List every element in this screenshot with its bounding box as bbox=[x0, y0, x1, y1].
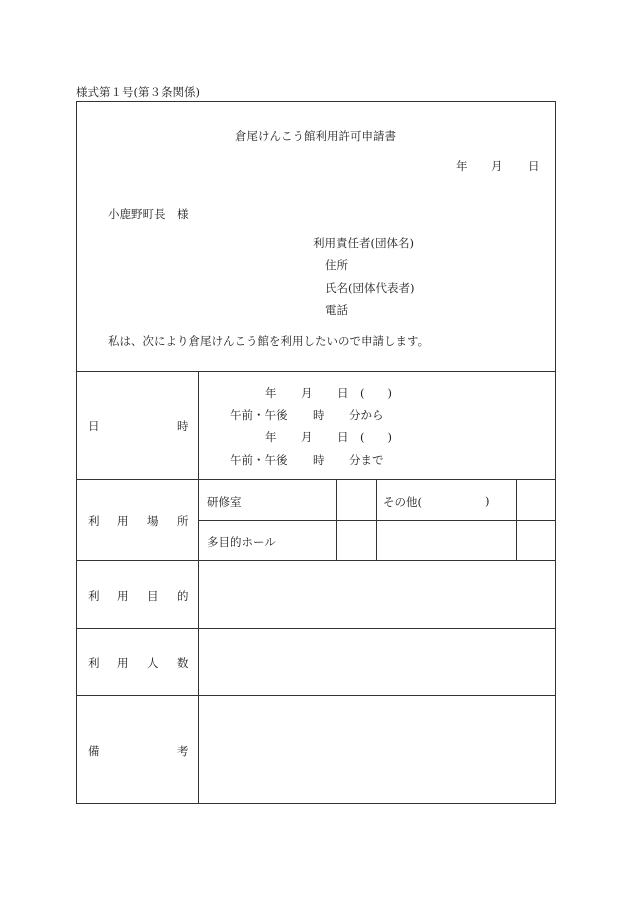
location-blank-check-cell[interactable] bbox=[519, 522, 554, 559]
form-title: 倉尾けんこう館利用許可申請書 bbox=[235, 129, 396, 143]
end-year-field[interactable]: 年 bbox=[265, 430, 277, 444]
date-month-field[interactable]: 月 bbox=[491, 159, 503, 173]
datetime-label-left: 日 bbox=[88, 419, 100, 433]
start-month-field[interactable]: 月 bbox=[301, 386, 313, 400]
row-divider-headcount bbox=[77, 695, 555, 696]
location-label-char-1: 利 bbox=[88, 514, 100, 528]
row-divider-datetime bbox=[77, 479, 555, 480]
location-label-char-2: 用 bbox=[117, 514, 129, 528]
datetime-label-right: 時 bbox=[177, 419, 189, 433]
location-col-divider-1 bbox=[336, 479, 337, 560]
application-statement: 私は、次により倉尾けんこう館を利用したいので申請します。 bbox=[108, 334, 430, 348]
applicant-heading: 利用責任者(団体名) bbox=[313, 236, 414, 250]
start-ampm-field[interactable]: 午前・午後 bbox=[230, 408, 288, 422]
end-weekday-field[interactable]: ( ) bbox=[360, 430, 392, 444]
purpose-input-area[interactable] bbox=[200, 562, 554, 626]
end-ampm-field[interactable]: 午前・午後 bbox=[230, 453, 288, 467]
application-form bbox=[76, 101, 556, 804]
purpose-label-char-2: 用 bbox=[117, 589, 129, 603]
form-number-label: 様式第１号(第３条関係) bbox=[76, 85, 200, 99]
start-minute-field[interactable]: 分から bbox=[349, 408, 384, 422]
date-year-field[interactable]: 年 bbox=[456, 159, 468, 173]
location-col-divider-2 bbox=[376, 479, 377, 560]
start-day-field[interactable]: 日 bbox=[337, 386, 349, 400]
start-weekday-field[interactable]: ( ) bbox=[360, 386, 392, 400]
headcount-label-char-2: 用 bbox=[117, 656, 129, 670]
table-top-border bbox=[77, 371, 555, 372]
label-column-divider bbox=[198, 371, 199, 804]
end-day-field[interactable]: 日 bbox=[337, 430, 349, 444]
row-divider-purpose bbox=[77, 628, 555, 629]
location-blank-cell[interactable] bbox=[379, 522, 515, 559]
location-col-divider-3 bbox=[516, 479, 517, 560]
applicant-phone-field[interactable]: 電話 bbox=[325, 303, 348, 317]
purpose-label-char-3: 目 bbox=[147, 589, 159, 603]
remarks-label-left: 備 bbox=[88, 744, 100, 758]
headcount-label-char-3: 人 bbox=[147, 656, 159, 670]
headcount-input-area[interactable] bbox=[200, 630, 554, 693]
headcount-label-char-1: 利 bbox=[88, 656, 100, 670]
location-option-other-close: ) bbox=[485, 494, 490, 508]
end-month-field[interactable]: 月 bbox=[301, 430, 313, 444]
remarks-label-right: 考 bbox=[177, 744, 189, 758]
other-check-cell[interactable] bbox=[519, 481, 554, 519]
end-minute-field[interactable]: 分まで bbox=[349, 453, 384, 467]
applicant-name-field[interactable]: 氏名(団体代表者) bbox=[325, 281, 415, 295]
location-option-training-room: 研修室 bbox=[207, 495, 242, 509]
location-label-char-4: 所 bbox=[177, 514, 189, 528]
start-year-field[interactable]: 年 bbox=[265, 386, 277, 400]
training-room-check-cell[interactable] bbox=[339, 481, 375, 519]
addressee: 小鹿野町長 様 bbox=[108, 207, 189, 221]
location-option-multipurpose-hall: 多目的ホール bbox=[207, 535, 276, 549]
location-option-other: その他( bbox=[383, 495, 422, 509]
purpose-label-char-1: 利 bbox=[88, 589, 100, 603]
applicant-address-field[interactable]: 住所 bbox=[325, 258, 348, 272]
row-divider-location bbox=[77, 560, 555, 561]
remarks-input-area[interactable] bbox=[200, 697, 554, 802]
headcount-label-char-4: 数 bbox=[177, 656, 189, 670]
multipurpose-hall-check-cell[interactable] bbox=[339, 522, 375, 559]
start-hour-field[interactable]: 時 bbox=[313, 408, 325, 422]
purpose-label-char-4: 的 bbox=[177, 589, 189, 603]
end-hour-field[interactable]: 時 bbox=[313, 453, 325, 467]
location-label-char-3: 場 bbox=[147, 514, 159, 528]
date-day-field[interactable]: 日 bbox=[528, 159, 540, 173]
